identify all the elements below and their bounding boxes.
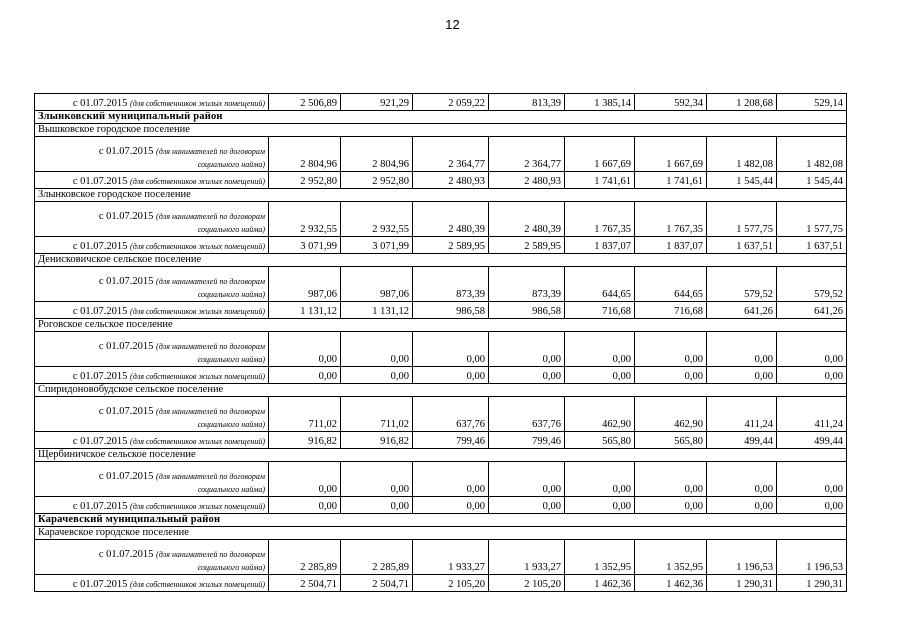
tenants-note: (для нанимателей по договорам <box>156 147 265 156</box>
rate-value-cell: 2 804,96 <box>341 137 413 172</box>
owners-rate-row <box>35 172 847 189</box>
rate-value-cell: 0,00 <box>777 332 847 367</box>
rate-value-cell: 873,39 <box>489 267 565 302</box>
settlement-heading-row <box>35 319 847 332</box>
rate-value-cell: 411,24 <box>777 397 847 432</box>
district-name: Карачевский муниципальный район <box>35 514 847 527</box>
row-label <box>35 94 269 111</box>
rate-value-cell: 0,00 <box>269 367 341 384</box>
district-name: Злынковский муниципальный район <box>35 111 847 124</box>
rate-value-cell: 2 589,95 <box>489 237 565 254</box>
rate-value-cell: 1 667,69 <box>565 137 635 172</box>
owners-note: (для собственников жилых помещений) <box>130 242 265 251</box>
rate-value-cell: 0,00 <box>635 367 707 384</box>
settlement-name: Вышковское городское поселение <box>35 124 847 137</box>
rate-value-cell: 0,00 <box>635 497 707 514</box>
rate-value-cell: 1 667,69 <box>635 137 707 172</box>
settlement-heading-row <box>35 254 847 267</box>
settlement-name: Денисковичское сельское поселение <box>35 254 847 267</box>
rate-value-cell: 987,06 <box>269 267 341 302</box>
rate-value-cell: 0,00 <box>635 332 707 367</box>
owners-rate-row <box>35 497 847 514</box>
tenants-note: социального найма) <box>197 225 265 234</box>
rate-value-cell: 529,14 <box>777 94 847 111</box>
rate-value-cell: 637,76 <box>489 397 565 432</box>
owners-note: (для собственников жилых помещений) <box>130 580 265 589</box>
row-label-line <box>38 405 265 418</box>
rate-value-cell: 641,26 <box>707 302 777 319</box>
rate-value-cell: 0,00 <box>413 497 489 514</box>
rate-value-cell: 873,39 <box>413 267 489 302</box>
row-label-line <box>38 340 265 353</box>
date-label: с 01.07.2015 <box>72 241 128 252</box>
owners-rate-row <box>35 367 847 384</box>
rate-value-cell: 0,00 <box>413 367 489 384</box>
rate-value-cell: 2 504,71 <box>341 575 413 592</box>
rate-value-cell: 2 480,39 <box>413 202 489 237</box>
rate-value-cell: 579,52 <box>777 267 847 302</box>
date-label: с 01.07.2015 <box>72 436 128 447</box>
row-label <box>35 367 269 384</box>
row-label-line <box>38 353 265 366</box>
tenants-rate-row <box>35 462 847 497</box>
row-label <box>35 172 269 189</box>
date-label: с 01.07.2015 <box>98 406 154 417</box>
rate-value-cell: 1 482,08 <box>777 137 847 172</box>
rate-value-cell: 716,68 <box>565 302 635 319</box>
rate-value-cell: 1 352,95 <box>565 540 635 575</box>
date-label: с 01.07.2015 <box>72 579 128 590</box>
row-label-line <box>38 223 265 236</box>
rate-value-cell: 1 462,36 <box>565 575 635 592</box>
rate-value-cell: 1 837,07 <box>565 237 635 254</box>
rate-value-cell: 1 933,27 <box>413 540 489 575</box>
row-label <box>35 237 269 254</box>
rate-value-cell: 462,90 <box>635 397 707 432</box>
rate-value-cell: 2 952,80 <box>341 172 413 189</box>
rate-value-cell: 641,26 <box>777 302 847 319</box>
rate-value-cell: 637,76 <box>413 397 489 432</box>
date-label: с 01.07.2015 <box>98 276 154 287</box>
settlement-name: Роговское сельское поселение <box>35 319 847 332</box>
rate-value-cell: 1 545,44 <box>707 172 777 189</box>
rate-value-cell: 462,90 <box>565 397 635 432</box>
tenants-note: (для нанимателей по договорам <box>156 472 265 481</box>
rate-value-cell: 0,00 <box>341 462 413 497</box>
tenants-note: (для нанимателей по договорам <box>156 550 265 559</box>
rate-value-cell: 2 285,89 <box>341 540 413 575</box>
rate-value-cell: 1 577,75 <box>777 202 847 237</box>
rate-value-cell: 711,02 <box>341 397 413 432</box>
district-heading-row <box>35 514 847 527</box>
rate-value-cell: 2 589,95 <box>413 237 489 254</box>
table-body <box>35 94 847 592</box>
owners-rate-row <box>35 302 847 319</box>
row-label-line <box>38 483 265 496</box>
rate-value-cell: 565,80 <box>635 432 707 449</box>
rate-value-cell: 3 071,99 <box>269 237 341 254</box>
rate-value-cell: 711,02 <box>269 397 341 432</box>
rate-value-cell: 0,00 <box>341 332 413 367</box>
owners-rate-row <box>35 237 847 254</box>
rate-value-cell: 986,58 <box>413 302 489 319</box>
rate-value-cell: 0,00 <box>707 332 777 367</box>
settlement-name: Злынковское городское поселение <box>35 189 847 202</box>
rate-value-cell: 644,65 <box>565 267 635 302</box>
tenants-note: социального найма) <box>197 290 265 299</box>
rate-value-cell: 2 364,77 <box>413 137 489 172</box>
date-label: с 01.07.2015 <box>98 211 154 222</box>
row-label <box>35 432 269 449</box>
settlement-name: Спиридоновобудское сельское поселение <box>35 384 847 397</box>
settlement-heading-row <box>35 449 847 462</box>
rate-value-cell: 1 545,44 <box>777 172 847 189</box>
rate-value-cell: 3 071,99 <box>341 237 413 254</box>
rate-value-cell: 0,00 <box>777 367 847 384</box>
rate-value-cell: 2 285,89 <box>269 540 341 575</box>
tenants-rate-row <box>35 540 847 575</box>
rate-value-cell: 2 804,96 <box>269 137 341 172</box>
row-label-line <box>38 418 265 431</box>
owners-note: (для собственников жилых помещений) <box>130 372 265 381</box>
rate-value-cell: 916,82 <box>269 432 341 449</box>
rate-value-cell: 1 208,68 <box>707 94 777 111</box>
rate-value-cell: 716,68 <box>635 302 707 319</box>
tenants-note: социального найма) <box>197 160 265 169</box>
settlement-heading-row <box>35 527 847 540</box>
row-label-line <box>38 275 265 288</box>
tenants-note: (для нанимателей по договорам <box>156 212 265 221</box>
date-label: с 01.07.2015 <box>72 371 128 382</box>
rate-value-cell: 579,52 <box>707 267 777 302</box>
owners-rate-row <box>35 575 847 592</box>
tenants-rate-row <box>35 332 847 367</box>
rate-value-cell: 0,00 <box>489 332 565 367</box>
rate-value-cell: 1 741,61 <box>635 172 707 189</box>
rate-value-cell: 1 131,12 <box>341 302 413 319</box>
date-label: с 01.07.2015 <box>72 176 128 187</box>
settlement-heading-row <box>35 384 847 397</box>
rate-value-cell: 0,00 <box>707 462 777 497</box>
rate-value-cell: 2 480,39 <box>489 202 565 237</box>
rate-value-cell: 1 933,27 <box>489 540 565 575</box>
rate-value-cell: 0,00 <box>489 497 565 514</box>
rate-value-cell: 0,00 <box>269 497 341 514</box>
row-label-line <box>38 288 265 301</box>
tenants-note: (для нанимателей по договорам <box>156 277 265 286</box>
rate-value-cell: 644,65 <box>635 267 707 302</box>
row-label <box>35 540 269 575</box>
row-label-line <box>38 145 265 158</box>
date-label: с 01.07.2015 <box>98 471 154 482</box>
rate-value-cell: 0,00 <box>777 497 847 514</box>
rate-value-cell: 1 352,95 <box>635 540 707 575</box>
rate-value-cell: 2 059,22 <box>413 94 489 111</box>
rate-value-cell: 921,29 <box>341 94 413 111</box>
rate-value-cell: 0,00 <box>413 332 489 367</box>
district-heading-row <box>35 111 847 124</box>
owners-note: (для собственников жилых помещений) <box>130 307 265 316</box>
tenants-note: социального найма) <box>197 420 265 429</box>
rate-value-cell: 499,44 <box>777 432 847 449</box>
rate-value-cell: 987,06 <box>341 267 413 302</box>
rate-value-cell: 1 482,08 <box>707 137 777 172</box>
page-number: 12 <box>445 17 460 32</box>
owners-note: (для собственников жилых помещений) <box>130 437 265 446</box>
row-label <box>35 497 269 514</box>
date-label: с 01.07.2015 <box>98 146 154 157</box>
tenants-note: социального найма) <box>197 485 265 494</box>
rate-value-cell: 0,00 <box>707 497 777 514</box>
rate-value-cell: 0,00 <box>565 497 635 514</box>
row-label <box>35 137 269 172</box>
settlement-heading-row <box>35 124 847 137</box>
rate-value-cell: 1 741,61 <box>565 172 635 189</box>
rate-value-cell: 0,00 <box>707 367 777 384</box>
rate-value-cell: 2 480,93 <box>489 172 565 189</box>
rate-value-cell: 813,39 <box>489 94 565 111</box>
row-label <box>35 575 269 592</box>
row-label <box>35 462 269 497</box>
rate-value-cell: 0,00 <box>565 332 635 367</box>
row-label-line <box>38 210 265 223</box>
rate-value-cell: 1 837,07 <box>635 237 707 254</box>
rate-value-cell: 2 504,71 <box>269 575 341 592</box>
rate-value-cell: 2 932,55 <box>269 202 341 237</box>
owners-note: (для собственников жилых помещений) <box>130 177 265 186</box>
rate-value-cell: 0,00 <box>489 462 565 497</box>
rate-value-cell: 1 767,35 <box>635 202 707 237</box>
owners-note: (для собственников жилых помещений) <box>130 502 265 511</box>
row-label-line <box>38 561 265 574</box>
tenants-note: (для нанимателей по договорам <box>156 407 265 416</box>
rate-value-cell: 0,00 <box>565 462 635 497</box>
rate-value-cell: 1 290,31 <box>707 575 777 592</box>
rate-value-cell: 916,82 <box>341 432 413 449</box>
rate-value-cell: 1 196,53 <box>777 540 847 575</box>
settlement-heading-row <box>35 189 847 202</box>
settlement-name: Щербиничское сельское поселение <box>35 449 847 462</box>
rate-value-cell: 1 290,31 <box>777 575 847 592</box>
rate-value-cell: 799,46 <box>489 432 565 449</box>
row-label <box>35 397 269 432</box>
rate-value-cell: 2 105,20 <box>489 575 565 592</box>
rate-value-cell: 1 462,36 <box>635 575 707 592</box>
rate-value-cell: 1 637,51 <box>777 237 847 254</box>
rate-value-cell: 1 385,14 <box>565 94 635 111</box>
tenants-rate-row <box>35 397 847 432</box>
date-label: с 01.07.2015 <box>72 306 128 317</box>
date-label: с 01.07.2015 <box>72 501 128 512</box>
rate-value-cell: 1 767,35 <box>565 202 635 237</box>
rate-value-cell: 1 577,75 <box>707 202 777 237</box>
rate-value-cell: 2 480,93 <box>413 172 489 189</box>
rate-value-cell: 0,00 <box>565 367 635 384</box>
tenants-note: (для нанимателей по договорам <box>156 342 265 351</box>
rate-value-cell: 0,00 <box>489 367 565 384</box>
row-label-line <box>38 470 265 483</box>
rate-value-cell: 0,00 <box>635 462 707 497</box>
tenants-rate-row <box>35 267 847 302</box>
settlement-name: Карачевское городское поселение <box>35 527 847 540</box>
rate-value-cell: 0,00 <box>341 497 413 514</box>
rate-value-cell: 0,00 <box>413 462 489 497</box>
rate-value-cell: 0,00 <box>777 462 847 497</box>
tenants-note: социального найма) <box>197 355 265 364</box>
rate-value-cell: 2 952,80 <box>269 172 341 189</box>
owners-rate-row <box>35 94 847 111</box>
rate-value-cell: 0,00 <box>269 332 341 367</box>
tenants-rate-row <box>35 202 847 237</box>
row-label <box>35 202 269 237</box>
rate-value-cell: 1 196,53 <box>707 540 777 575</box>
date-label: с 01.07.2015 <box>98 549 154 560</box>
rate-value-cell: 2 105,20 <box>413 575 489 592</box>
rate-value-cell: 1 637,51 <box>707 237 777 254</box>
row-label <box>35 267 269 302</box>
date-label: с 01.07.2015 <box>72 98 128 109</box>
owners-note: (для собственников жилых помещений) <box>130 99 265 108</box>
row-label <box>35 332 269 367</box>
rate-value-cell: 592,34 <box>635 94 707 111</box>
rate-value-cell: 2 364,77 <box>489 137 565 172</box>
rate-value-cell: 565,80 <box>565 432 635 449</box>
row-label <box>35 302 269 319</box>
row-label-line <box>38 548 265 561</box>
tenants-rate-row <box>35 137 847 172</box>
rate-value-cell: 0,00 <box>269 462 341 497</box>
rate-value-cell: 799,46 <box>413 432 489 449</box>
rate-value-cell: 411,24 <box>707 397 777 432</box>
tariff-table <box>34 93 847 592</box>
rate-value-cell: 499,44 <box>707 432 777 449</box>
date-label: с 01.07.2015 <box>98 341 154 352</box>
tenants-note: социального найма) <box>197 563 265 572</box>
rate-value-cell: 986,58 <box>489 302 565 319</box>
rate-value-cell: 0,00 <box>341 367 413 384</box>
rate-value-cell: 2 932,55 <box>341 202 413 237</box>
rate-value-cell: 1 131,12 <box>269 302 341 319</box>
rate-value-cell: 2 506,89 <box>269 94 341 111</box>
owners-rate-row <box>35 432 847 449</box>
row-label-line <box>38 158 265 171</box>
